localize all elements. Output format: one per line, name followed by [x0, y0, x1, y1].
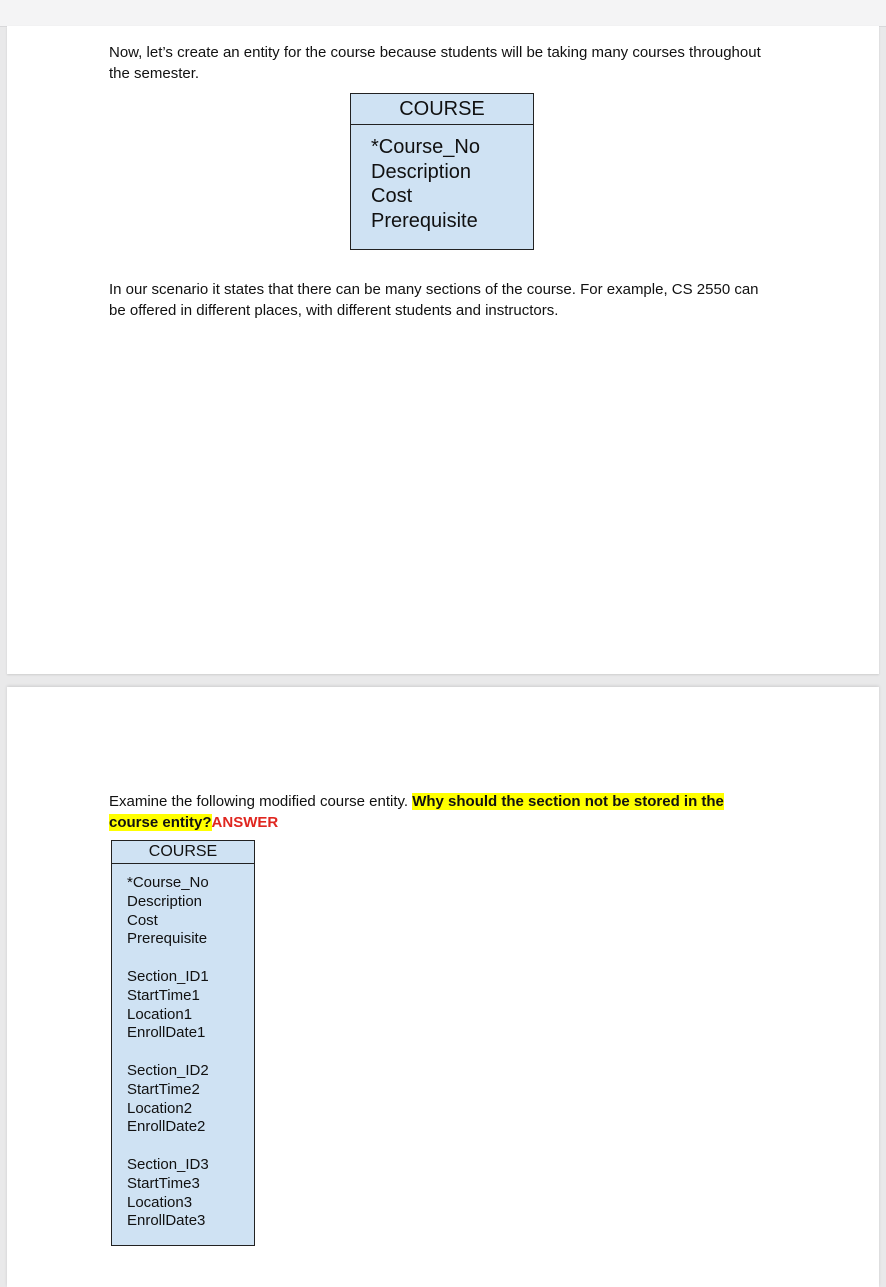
- viewer-top-bar: [0, 0, 886, 27]
- entity-attribute: Cost: [371, 185, 413, 207]
- entity-attribute: StartTime3: [127, 1174, 200, 1192]
- question-paragraph: [109, 791, 769, 833]
- entity-attribute: Prerequisite: [371, 209, 478, 232]
- attribute-group-section-2: [127, 1062, 254, 1137]
- entity-attribute: StartTime1: [127, 986, 200, 1004]
- entity-attribute: Cost: [127, 911, 158, 929]
- entity-attribute: Description: [371, 160, 472, 183]
- document-page-1: [7, 26, 879, 674]
- modified-course-entity-box: [111, 840, 255, 1246]
- entity-attribute: Section_ID2: [127, 1061, 209, 1079]
- answer-label: ANSWER: [211, 814, 279, 831]
- document-page-2: [7, 687, 879, 1287]
- entity-attribute: Prerequisite: [127, 930, 208, 948]
- entity-attribute: Section_ID1: [127, 967, 209, 985]
- entity-attribute: Location1: [127, 1005, 193, 1023]
- attribute-group-course: [127, 874, 254, 949]
- entity-title: COURSE: [351, 94, 533, 125]
- question-lead: Examine the following modified course entity.: [109, 793, 413, 810]
- attribute-group-section-1: [127, 968, 254, 1043]
- course-entity-box: [350, 93, 534, 250]
- entity-attribute: Location2: [127, 1099, 193, 1117]
- entity-attributes: [112, 864, 254, 1231]
- entity-attribute: *Course_No: [371, 136, 480, 158]
- question-highlight: Why should the section not be stored in the course entity?: [109, 793, 724, 831]
- attribute-group-section-3: [127, 1156, 254, 1231]
- entity-attribute: Description: [127, 892, 203, 910]
- scenario-paragraph: In our scenario it states that there can be many sections of the course. For example, CS 2550 can be offered in different places, with different students and instructors.: [109, 281, 759, 319]
- entity-attribute: *Course_No: [127, 874, 209, 891]
- entity-attribute: Section_ID3: [127, 1155, 209, 1173]
- entity-attribute: StartTime2: [127, 1080, 200, 1098]
- entity-title: COURSE: [112, 841, 254, 864]
- entity-attribute: EnrollDate3: [127, 1212, 206, 1230]
- entity-attribute: EnrollDate1: [127, 1024, 206, 1042]
- intro-paragraph: Now, let’s create an entity for the course because students will be taking many courses throughout the semester.: [109, 44, 761, 82]
- entity-attribute: Location3: [127, 1193, 193, 1211]
- entity-attribute: EnrollDate2: [127, 1118, 206, 1136]
- entity-attributes: [351, 125, 533, 233]
